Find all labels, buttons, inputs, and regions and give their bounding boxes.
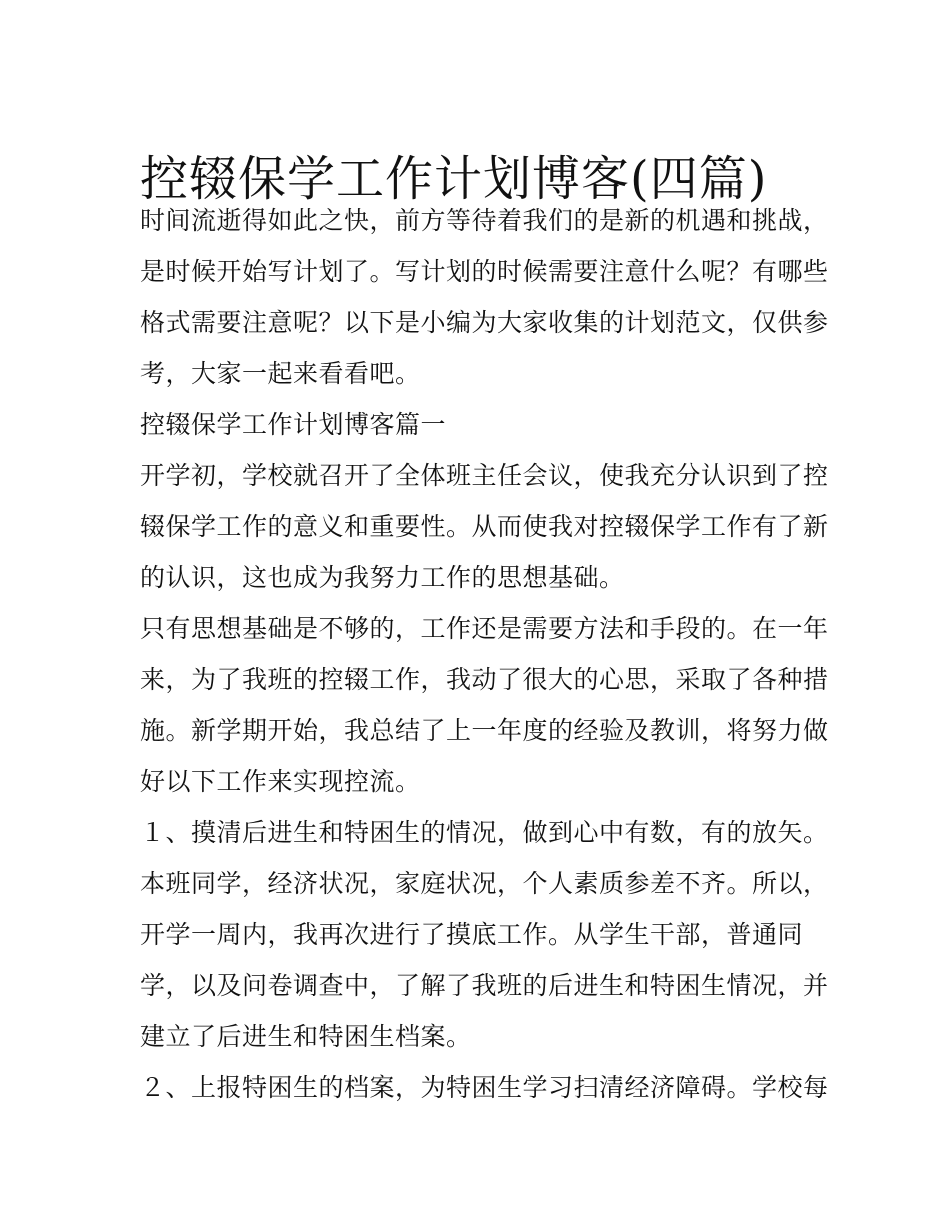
text-line-intro-2: 是时候开始写计划了。写计划的时候需要注意什么呢？有哪些 bbox=[140, 257, 829, 286]
text-line-section-7: 好以下工作来实现控流。 bbox=[140, 767, 421, 796]
text-line-intro-1: 时间流逝得如此之快，前方等待着我们的是新的机遇和挑战， bbox=[140, 206, 829, 235]
section-heading-1: 控辍保学工作计划博客篇一 bbox=[140, 410, 447, 439]
text-line-intro-3: 格式需要注意呢？以下是小编为大家收集的计划范文，仅供参 bbox=[140, 308, 829, 337]
text-line-section-2: 辍保学工作的意义和重要性。从而使我对控辍保学工作有了新 bbox=[140, 512, 829, 541]
text-line-item-1-5: 建立了后进生和特困生档案。 bbox=[140, 1022, 472, 1051]
text-line-item-1-2: 本班同学，经济状况，家庭状况，个人素质参差不齐。所以， bbox=[140, 869, 829, 898]
text-line-item-1-4: 学，以及问卷调查中，了解了我班的后进生和特困生情况，并 bbox=[140, 971, 829, 1000]
document-title: 控辍保学工作计划博客(四篇) bbox=[140, 151, 768, 208]
text-line-section-6: 施。新学期开始，我总结了上一年度的经验及教训，将努力做 bbox=[140, 716, 829, 745]
numbered-item-2: ２、上报特困生的档案，为特困生学习扫清经济障碍。学校每 bbox=[140, 1073, 829, 1102]
text-line-section-4: 只有思想基础是不够的，工作还是需要方法和手段的。在一年 bbox=[140, 614, 829, 643]
numbered-item-1: １、摸清后进生和特困生的情况，做到心中有数，有的放矢。 bbox=[140, 818, 829, 847]
text-line-item-1-3: 开学一周内，我再次进行了摸底工作。从学生干部，普通同 bbox=[140, 920, 804, 949]
text-line-section-1: 开学初，学校就召开了全体班主任会议，使我充分认识到了控 bbox=[140, 461, 829, 490]
text-line-section-3: 的认识，这也成为我努力工作的思想基础。 bbox=[140, 563, 625, 592]
text-line-intro-4: 考，大家一起来看看吧。 bbox=[140, 359, 421, 388]
text-line-section-5: 来，为了我班的控辍工作，我动了很大的心思，采取了各种措 bbox=[140, 665, 829, 694]
